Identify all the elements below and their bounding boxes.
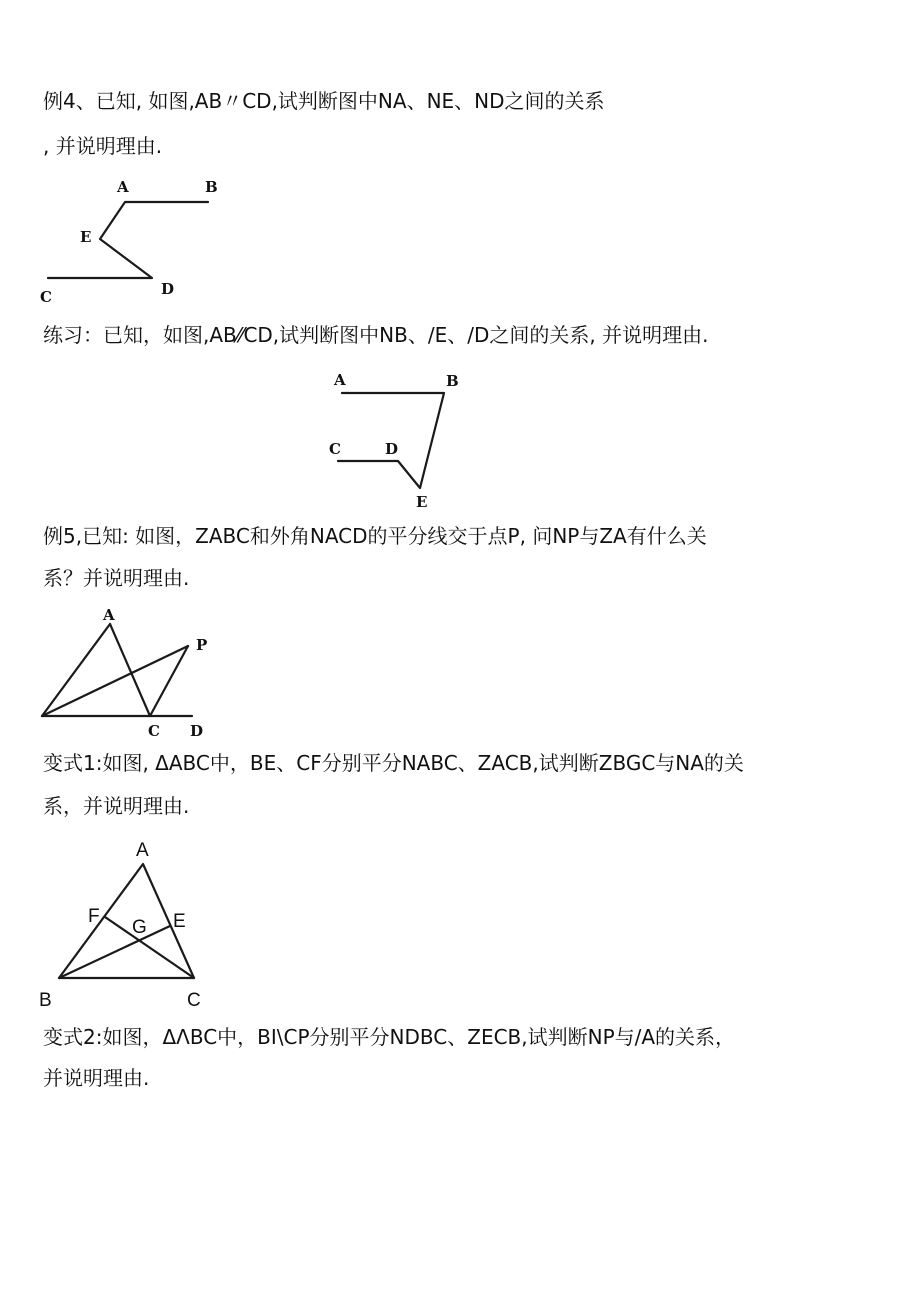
variant-1-continuation: 系，并说明理由. (43, 794, 190, 818)
figure-practice (320, 365, 470, 515)
variant-2-continuation: 并说明理由. (43, 1066, 150, 1090)
example-5-continuation: 系？并说明理由. (43, 566, 190, 590)
label-d: D (161, 280, 175, 298)
bisector-be (59, 926, 170, 978)
label-f: F (88, 906, 100, 927)
figure-example-5 (30, 600, 230, 740)
label-c: C (40, 288, 52, 306)
side-ac (110, 624, 150, 716)
label-d: D (190, 722, 204, 740)
label-b: B (39, 990, 52, 1011)
example-5-statement: 例5,已知: 如图，ZABC和外角NACD的平分线交于点P, 问NP与ZA有什么关 (43, 524, 707, 548)
label-a: A (117, 178, 129, 196)
label-e: E (173, 911, 186, 932)
label-b: B (446, 372, 459, 390)
label-b: B (205, 178, 218, 196)
figure-variant-1 (30, 830, 220, 1015)
label-c: C (187, 990, 201, 1011)
practice-statement: 练习：已知，如图,AB⁄⁄CD,试判断图中NB、/E、/D之间的关系, 并说明理由. (43, 323, 709, 347)
label-a: A (103, 606, 115, 624)
label-c: C (329, 440, 341, 458)
example-4-statement: 例4、已知, 如图,AB〃CD,试判断图中NA、NE、ND之间的关系 (43, 89, 605, 113)
label-d: D (385, 440, 399, 458)
bisector-bp (42, 646, 188, 716)
example-4-continuation: , 并说明理由. (43, 134, 163, 158)
label-g: G (132, 917, 147, 938)
label-c: C (148, 722, 160, 740)
side-ab (42, 624, 110, 716)
variant-2-statement: 变式2:如图，ΔΛBC中，BI\CP分别平分NDBC、ZECB,试判断NP与/A的关系， (43, 1025, 736, 1049)
variant-1-statement: 变式1:如图, ΔABC中，BE、CF分别平分NABC、ZACB,试判断ZBGC与NA的关 (43, 751, 744, 775)
figure-1-path (48, 202, 208, 278)
label-a: A (334, 371, 346, 389)
figure-example-4 (30, 170, 230, 310)
label-a: A (136, 840, 149, 861)
label-e: E (80, 228, 92, 246)
bisector-cp (150, 646, 188, 716)
label-e: E (416, 493, 428, 511)
label-p: P (196, 636, 208, 654)
